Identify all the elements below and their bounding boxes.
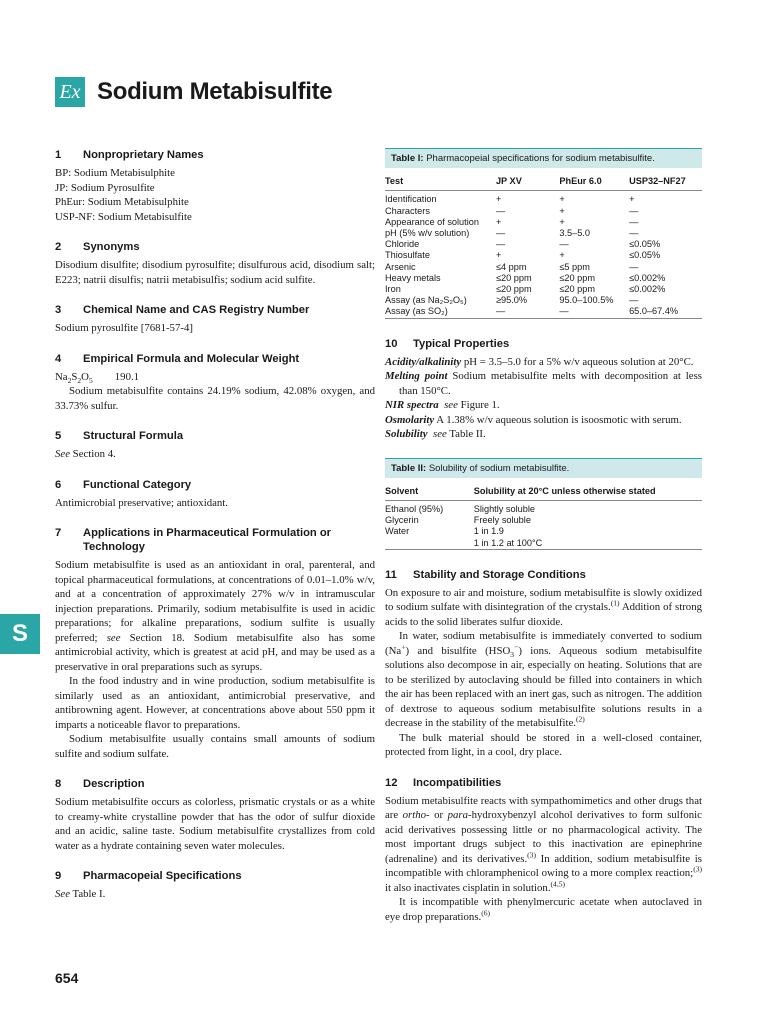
property-term: Solubility <box>385 428 428 441</box>
section-title: Applications in Pharmaceutical Formulation or Technology <box>83 527 332 553</box>
section-text <box>385 794 702 896</box>
citation-ref: (3) <box>693 864 702 874</box>
table-cell: ≤20 ppm <box>495 272 532 283</box>
table-cell: ≤20 ppm <box>559 284 596 295</box>
column-header: Solvent <box>385 478 474 501</box>
table-cell: 1 in 1.2 at 100°C <box>473 537 543 548</box>
see-word: see <box>444 399 458 412</box>
right-column <box>385 148 702 940</box>
table-cell: 3.5–5.0 <box>559 228 590 239</box>
formula-part: Na <box>55 370 68 383</box>
section-2 <box>55 240 375 287</box>
table-cell: ≤0.002% <box>629 284 666 295</box>
table-cell <box>385 538 474 549</box>
property-term: NIR spectra <box>385 399 439 412</box>
column-header: Test <box>385 168 496 191</box>
section-text: In the food industry and in wine production, sodium metabisulfite is similarly used as an antioxidant, antimicrobial preservative, and antibrowning agent. However, at concentrations above about 550 ppm it imparts a noticeable flavor to preparations. <box>55 675 375 731</box>
table-cell: 95.0–100.5% <box>559 295 614 306</box>
section-heading <box>55 240 375 254</box>
text-run: Section 18. Sodium metabisulfite also has some antimicrobial activity, which is greatest at acid pH, and may be used as a preservative in oral preparations such as syrups. <box>55 631 375 673</box>
table-row <box>385 306 702 317</box>
section-12 <box>385 776 702 925</box>
section-text <box>385 629 702 731</box>
section-number: 3 <box>55 304 62 316</box>
table-cell: — <box>495 306 506 317</box>
text-run: On exposure to air and moisture, sodium metabisulfite is slowly oxidized to sodium sulfate with disintegration of the crystals. <box>385 586 702 614</box>
section-text <box>55 887 375 902</box>
section-number: 10 <box>385 337 398 350</box>
citation-ref: (3) <box>527 850 536 860</box>
table-row <box>385 228 702 239</box>
property-item <box>385 398 702 413</box>
property-item <box>385 369 702 398</box>
text-run: Addition of strong acids to the solid liberates sulfur dioxide. <box>385 601 702 628</box>
table-row <box>385 295 702 306</box>
table-cell: — <box>559 306 569 317</box>
section-number: 11 <box>385 568 397 581</box>
section-text: Sodium metabisulfite occurs as colorless, prismatic crystals or as a white to creamy-white crystalline powder that has the odor of sulfur dioxide and an acidic, saline taste. Sodium metabisulfite crystallizes from cold water as a hydrate containing seven water molecules. <box>55 796 375 852</box>
section-number: 1 <box>55 149 62 161</box>
section-heading <box>385 568 702 582</box>
text-run: In water, sodium metabisulfite is immediately converted to sodium (Na <box>385 630 702 657</box>
table-row <box>385 217 702 228</box>
table-header-row <box>385 478 702 501</box>
section-number: 4 <box>55 352 62 365</box>
section-heading <box>55 777 375 791</box>
column-header: JP XV <box>496 168 559 191</box>
see-word: See <box>55 888 70 900</box>
table-cell: Thiosulfate <box>385 250 430 261</box>
table-row <box>385 262 702 273</box>
section-text: Disodium disulfite; disodium pyrosulfite; disulfurous acid, disodium salt; E223; natrii disulfis; natrii metabisulfis; sodium acid sulfite. <box>55 259 375 286</box>
table-cell: ≤0.002% <box>629 272 666 283</box>
text-run: or <box>429 809 448 822</box>
text-run: In addition, sodium metabisulfite is incompatible with chloramphenicol owing to a more complex reaction; <box>385 852 702 880</box>
table-label: Table II: <box>391 462 427 474</box>
table-row <box>385 250 702 261</box>
table-cell: Ethanol (95%) <box>385 504 444 515</box>
text-run: para- <box>447 809 472 822</box>
section-title: Typical Properties <box>413 337 510 350</box>
table-caption-text: Solubility of sodium metabisulfite. <box>428 462 570 474</box>
section-text <box>385 895 702 924</box>
table-2 <box>385 458 702 550</box>
table-row <box>385 526 702 537</box>
section-number: 9 <box>55 870 62 882</box>
table-cell: Heavy metals <box>385 272 441 283</box>
section-title: Empirical Formula and Molecular Weight <box>83 352 300 365</box>
table-caption <box>385 148 702 168</box>
property-item <box>385 413 702 428</box>
table-row <box>385 284 702 295</box>
formula-line <box>55 370 375 385</box>
section-title: Description <box>83 778 145 790</box>
text-run: ) ions. Aqueous sodium metabisulfite solutions also decompose in air, especially on heating. Solutions that are to be sterilized by autoclaving should be filled into containers in which the air has been replaced with an inert gas, such as nitrogen. The addition of dextrose to aqueous sodium metabisulfite solutions results in a decrease in the stability of the metabisulfite. <box>385 644 702 730</box>
subscript: 3 <box>510 650 515 660</box>
table-cell: Slightly soluble <box>473 504 536 515</box>
section-number: 7 <box>55 527 62 539</box>
name-line: PhEur: Sodium Metabisulphite <box>55 196 189 208</box>
section-text <box>385 586 702 630</box>
text-run: It is incompatible with phenylmercuric acetate when autoclaved in eye drop preparations. <box>385 896 702 923</box>
section-10 <box>385 337 702 442</box>
section-7 <box>55 526 375 761</box>
see-word: see <box>106 631 121 644</box>
reference-text: Section 4. <box>69 448 116 460</box>
table-cell: Freely soluble <box>473 515 531 526</box>
section-number: 6 <box>55 478 62 491</box>
excipient-logo-icon <box>55 77 85 107</box>
spec-table <box>385 168 702 317</box>
formula-part: S <box>71 370 78 383</box>
table-cell: Assay (as Na₂S₂O₅) <box>385 295 467 306</box>
table-cell: Chloride <box>385 239 420 250</box>
left-column <box>55 148 375 918</box>
formula-subscript: 2 <box>67 375 72 385</box>
page-number: 654 <box>55 970 79 986</box>
text-run: hydroxybenzyl alcohol derivatives to form sulfonic acid derivatives possessing little or no pharmacological activity. The most important drugs subject to this inactivation are epinephrine (adrenaline) and its derivatives. <box>385 809 702 865</box>
table-cell: — <box>495 239 506 250</box>
column-header: PhEur 6.0 <box>559 168 629 191</box>
section-text <box>55 447 375 462</box>
section-title: Synonyms <box>83 241 140 253</box>
table-caption-text: Pharmacopeial specifications for sodium metabisulfite. <box>426 153 655 164</box>
text-run: ) and bisulfite (HSO <box>405 644 511 657</box>
table-cell: ≤20 ppm <box>495 284 532 295</box>
name-line: BP: Sodium Metabisulphite <box>55 167 175 179</box>
table-cell: Assay (as SO₂) <box>385 306 448 317</box>
text-run: Sodium metabisulfite reacts with sympathomimetics and other drugs that are <box>385 794 702 822</box>
table-row <box>385 501 702 516</box>
property-item <box>385 355 702 370</box>
section-text: Sodium metabisulfite contains 24.19% sodium, 42.08% oxygen, and 33.73% sulfur. <box>55 385 375 412</box>
column-header: USP32–NF27 <box>629 168 702 191</box>
property-text: A 1.38% w/v aqueous solution is isoosmotic with serum. <box>434 413 682 426</box>
section-heading <box>55 148 375 162</box>
property-item <box>385 427 702 442</box>
table-row <box>385 273 702 284</box>
table-cell: + <box>495 194 502 205</box>
section-title: Stability and Storage Conditions <box>413 568 586 581</box>
section-number: 12 <box>385 776 398 789</box>
table-cell: Arsenic <box>385 261 416 272</box>
table-cell: pH (5% w/v solution) <box>385 228 470 239</box>
citation-ref: (1) <box>610 598 620 608</box>
name-line: USP-NF: Sodium Metabisulfite <box>55 210 192 223</box>
table-cell: 65.0–67.4% <box>629 306 679 317</box>
table-cell: ≥95.0% <box>495 295 528 306</box>
table-cell: Identification <box>385 194 437 205</box>
section-text: Sodium metabisulfite usually contains small amounts of sodium sulfite and sodium sulfate. <box>55 733 375 760</box>
table-cell: — <box>629 261 639 272</box>
logo-text: Ex <box>59 80 81 103</box>
table-cell: — <box>629 205 639 216</box>
section-text: Antimicrobial preservative; antioxidant. <box>55 496 228 509</box>
table-label: Table I: <box>391 153 424 164</box>
table-cell: + <box>495 250 502 261</box>
superscript: − <box>514 642 519 652</box>
table-cell: ≤20 ppm <box>559 272 596 283</box>
section-text: Sodium pyrosulfite [7681-57-4] <box>55 322 193 334</box>
section-3 <box>55 303 375 336</box>
formula-subscript: 5 <box>88 375 93 385</box>
table-row <box>385 239 702 250</box>
section-letter-tab: S <box>0 614 40 654</box>
monograph-header <box>55 77 332 107</box>
section-11 <box>385 568 702 760</box>
section-text: The bulk material should be stored in a well-closed container, protected from light, in a cool, dry place. <box>385 731 702 759</box>
section-8 <box>55 777 375 853</box>
table-cell: Appearance of solution <box>385 216 479 227</box>
section-text <box>55 558 375 674</box>
section-number: 8 <box>55 778 62 790</box>
formula-part: O <box>81 370 89 383</box>
table-cell: + <box>629 194 635 205</box>
property-text: Sodium metabisulfite melts with decomposition at less than 150°C. <box>399 370 702 397</box>
page-title: Sodium Metabisulfite <box>97 78 333 105</box>
section-heading <box>55 526 375 554</box>
superscript: + <box>401 642 406 652</box>
property-term: Acidity/alkalinity <box>385 355 462 368</box>
table-cell: ≤0.05% <box>629 250 661 261</box>
section-heading <box>385 337 702 351</box>
citation-ref: (2) <box>575 714 585 724</box>
text-run: ortho- <box>402 809 430 822</box>
table-cell: — <box>629 228 639 239</box>
section-title: Chemical Name and CAS Registry Number <box>83 304 310 316</box>
property-term: Osmolarity <box>385 413 435 426</box>
citation-ref: (4,5) <box>550 879 565 889</box>
name-line: JP: Sodium Pyrosulfite <box>55 181 155 194</box>
table-cell: Water <box>385 526 410 537</box>
table-row <box>385 515 702 526</box>
table-cell: Glycerin <box>385 515 419 526</box>
table-cell: 1 in 1.9 <box>473 526 504 537</box>
formula-subscript: 2 <box>77 375 82 385</box>
table-cell: + <box>559 205 565 216</box>
table-header-row <box>385 168 702 191</box>
text-run: Sodium metabisulfite is used as an antioxidant in oral, parenteral, and topical pharmaceutical formulations, at concentrations of 0.01–1.0% w/v, and at a concentration of approximately 27% w/v in intramuscular injection preparations. Primarily, sodium metabisulfite is used in acidic preparations; for alkaline preparations, sodium sulfite is usually preferred; <box>55 559 375 644</box>
see-word: see <box>433 428 447 441</box>
section-5 <box>55 429 375 462</box>
table-cell: Characters <box>385 205 430 216</box>
section-1 <box>55 148 375 224</box>
section-6 <box>55 478 375 511</box>
table-cell: — <box>559 239 569 250</box>
section-number: 2 <box>55 241 62 253</box>
table-cell: — <box>495 228 506 239</box>
table-cell: — <box>629 295 639 306</box>
section-heading <box>385 776 702 790</box>
section-title: Nonproprietary Names <box>83 149 204 161</box>
table-cell: ≤4 ppm <box>495 261 527 272</box>
section-4 <box>55 352 375 414</box>
property-text: pH = 3.5–5.0 for a 5% w/v aqueous solution at 20°C. <box>461 355 694 368</box>
table-row <box>385 206 702 217</box>
property-term: Melting point <box>385 370 448 383</box>
table-cell: ≤0.05% <box>629 239 661 250</box>
table-1 <box>385 148 702 319</box>
section-heading <box>55 869 375 883</box>
table-cell: — <box>629 216 639 227</box>
section-title: Incompatibilities <box>413 776 502 789</box>
property-text: Table II. <box>446 428 486 441</box>
section-number: 5 <box>55 430 62 442</box>
section-heading <box>55 478 375 492</box>
section-heading <box>55 303 375 317</box>
table-row <box>385 191 702 206</box>
solubility-table <box>385 478 702 549</box>
section-heading <box>55 352 375 366</box>
table-caption <box>385 458 702 478</box>
citation-ref: (6) <box>481 908 491 918</box>
property-text: Figure 1. <box>457 399 500 412</box>
table-row <box>385 538 702 549</box>
table-cell: + <box>495 216 502 227</box>
table-cell: Iron <box>385 284 401 295</box>
table-cell: + <box>559 250 565 261</box>
text-run: it also inactivates cisplatin in solution. <box>385 881 551 894</box>
section-title: Structural Formula <box>83 430 184 442</box>
section-9 <box>55 869 375 902</box>
column-header: Solubility at 20°C unless otherwise stated <box>474 478 702 501</box>
table-cell: + <box>559 194 565 205</box>
table-cell: — <box>495 205 506 216</box>
section-title: Functional Category <box>83 478 192 491</box>
section-heading <box>55 429 375 443</box>
see-word: See <box>55 448 70 460</box>
table-cell: + <box>559 216 565 227</box>
table-cell: ≤5 ppm <box>559 261 590 272</box>
molecular-weight: 190.1 <box>114 370 140 383</box>
reference-text: Table I. <box>69 888 106 900</box>
section-title: Pharmacopeial Specifications <box>83 870 242 882</box>
